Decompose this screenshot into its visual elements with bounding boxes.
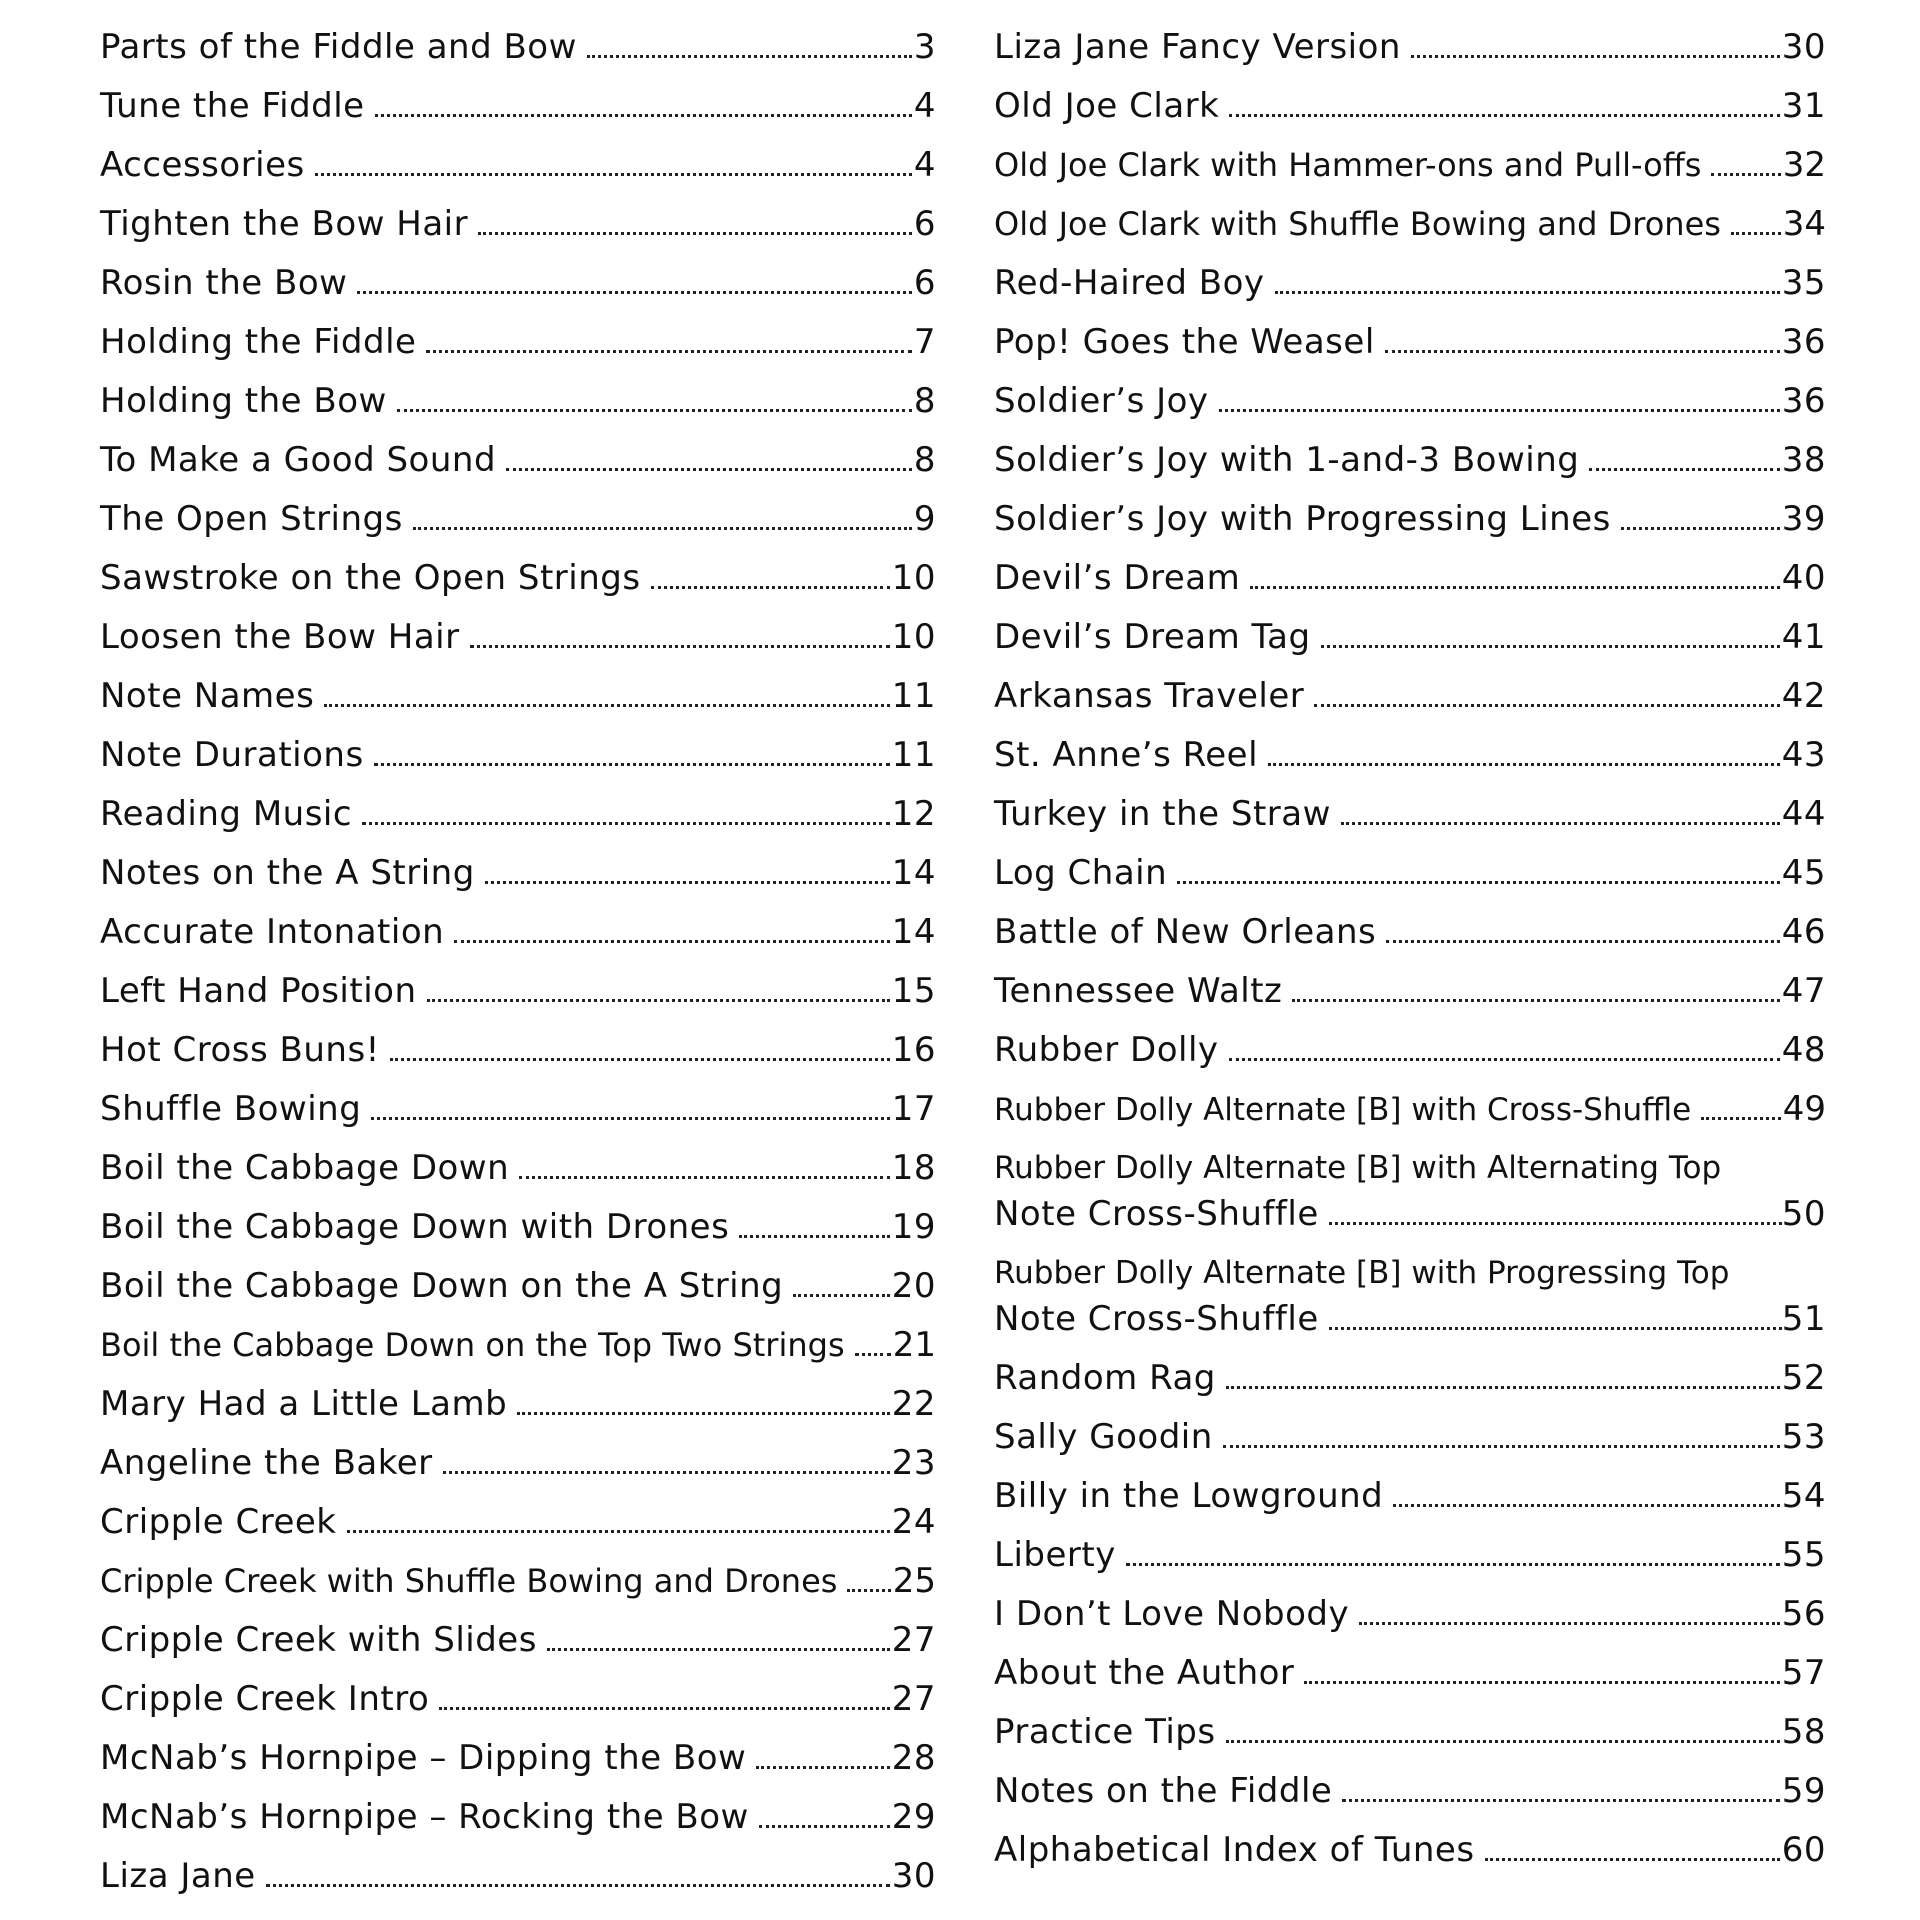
dot-leader — [1314, 704, 1779, 707]
dot-leader — [1304, 1681, 1779, 1684]
toc-entry-title: Note Names — [100, 676, 315, 716]
dot-leader — [1711, 173, 1780, 176]
toc-entry — [100, 667, 936, 726]
dot-leader — [587, 55, 912, 58]
toc-entry-page: 49 — [1782, 1089, 1826, 1129]
toc-entry-page: 4 — [913, 145, 936, 185]
dot-leader — [793, 1294, 889, 1297]
toc-entry-title: Pop! Goes the Weasel — [994, 322, 1375, 362]
dot-leader — [443, 1471, 890, 1474]
toc-entry-page: 30 — [891, 1856, 936, 1896]
toc-entry — [994, 1762, 1826, 1821]
toc-entry-page: 18 — [891, 1148, 936, 1188]
toc-entry — [100, 549, 936, 608]
toc-entry — [100, 18, 936, 77]
dot-leader — [375, 114, 912, 117]
dot-leader — [315, 173, 912, 176]
dot-leader — [1219, 409, 1780, 412]
toc-entry-title: Notes on the A String — [100, 853, 475, 893]
toc-entry-page: 16 — [891, 1030, 936, 1070]
toc-entry-title: Cripple Creek with Slides — [100, 1620, 537, 1660]
toc-entry-title: Tennessee Waltz — [994, 971, 1283, 1011]
toc-entry-page: 20 — [891, 1266, 936, 1306]
toc-entry-page: 3 — [913, 27, 936, 67]
toc-entry — [994, 1408, 1826, 1467]
toc-entry-title: Practice Tips — [994, 1712, 1216, 1752]
toc-entry-page: 42 — [1781, 676, 1826, 716]
toc-entry-page: 40 — [1781, 558, 1826, 598]
toc-entry-title: Reading Music — [100, 794, 353, 834]
toc-entry — [100, 1670, 936, 1729]
dot-leader — [470, 645, 890, 648]
toc-entry-page: 14 — [891, 853, 936, 893]
dot-leader — [1731, 232, 1781, 235]
toc-entry-title: McNab’s Hornpipe – Dipping the Bow — [100, 1738, 747, 1778]
dot-leader — [1359, 1622, 1780, 1625]
toc-entry — [100, 1729, 936, 1788]
toc-entry-title: Left Hand Position — [100, 971, 417, 1011]
toc-entry-title: Billy in the Lowground — [994, 1476, 1384, 1516]
toc-entry-title: Cripple Creek — [100, 1502, 337, 1542]
toc-entry-page: 45 — [1781, 853, 1826, 893]
toc-entry-page: 25 — [892, 1561, 936, 1601]
toc-entry — [100, 372, 936, 431]
toc-entry-page: 28 — [891, 1738, 936, 1778]
toc-entry-title-line1: Rubber Dolly Alternate [B] with Alternating Top — [994, 1150, 1722, 1186]
toc-entry-title: Boil the Cabbage Down — [100, 1148, 510, 1188]
dot-leader — [1589, 468, 1779, 471]
toc-entry-title: McNab’s Hornpipe – Rocking the Bow — [100, 1797, 749, 1837]
toc-entry-title: Notes on the Fiddle — [994, 1771, 1333, 1811]
toc-entry-page: 46 — [1781, 912, 1826, 952]
dot-leader — [517, 1412, 890, 1415]
toc-entry-page: 15 — [891, 971, 936, 1011]
dot-leader — [1226, 1740, 1780, 1743]
toc-entry-title: Tighten the Bow Hair — [100, 204, 469, 244]
toc-entry-title: St. Anne’s Reel — [994, 735, 1259, 775]
dot-leader — [485, 881, 890, 884]
toc-entry-title: Liza Jane — [100, 1856, 256, 1896]
dot-leader — [1342, 1799, 1779, 1802]
dot-leader — [1621, 527, 1780, 530]
toc-entry — [100, 1080, 936, 1139]
toc-entry-title: Turkey in the Straw — [994, 794, 1331, 834]
toc-entry-title: Battle of New Orleans — [994, 912, 1377, 952]
toc-entry-title: Log Chain — [994, 853, 1168, 893]
toc-entry-page: 21 — [892, 1325, 936, 1365]
toc-entry-title: Random Rag — [994, 1358, 1216, 1398]
toc-entry-page: 60 — [1781, 1830, 1826, 1870]
toc-entry-page: 8 — [913, 440, 936, 480]
toc-entry — [994, 1821, 1826, 1880]
toc-entry-title: Soldier’s Joy — [994, 381, 1209, 421]
toc-entry-page: 6 — [913, 263, 936, 303]
toc-entry — [994, 1526, 1826, 1585]
toc-entry-title: Sally Goodin — [994, 1417, 1213, 1457]
toc-entry-line2 — [994, 1296, 1826, 1342]
dot-leader — [1329, 1327, 1782, 1330]
toc-entry — [994, 1703, 1826, 1762]
toc-entry — [100, 431, 936, 490]
toc-entry — [994, 1585, 1826, 1644]
toc-entry-title: The Open Strings — [100, 499, 403, 539]
dot-leader — [347, 1530, 890, 1533]
toc-entry-title: Rosin the Bow — [100, 263, 348, 303]
dot-leader — [1329, 1222, 1782, 1225]
toc-entry-title: About the Author — [994, 1653, 1295, 1693]
toc-entry — [994, 1644, 1826, 1703]
toc-entry-title: Liza Jane Fancy Version — [994, 27, 1401, 67]
dot-leader — [756, 1766, 889, 1769]
dot-leader — [855, 1353, 891, 1356]
toc-entry-page: 38 — [1781, 440, 1826, 480]
dot-leader — [454, 940, 890, 943]
toc-entry — [100, 1847, 936, 1906]
toc-entry — [994, 195, 1826, 254]
toc-entry-page: 29 — [891, 1797, 936, 1837]
toc-left-column — [100, 18, 936, 1906]
toc-entry-title: Rubber Dolly — [994, 1030, 1219, 1070]
toc-entry — [100, 844, 936, 903]
toc-entry-page: 41 — [1781, 617, 1826, 657]
toc-entry-page: 30 — [1781, 27, 1826, 67]
dot-leader — [1485, 1858, 1780, 1861]
dot-leader — [1226, 1386, 1780, 1389]
toc-entry-title-line1: Rubber Dolly Alternate [B] with Progressing Top — [994, 1255, 1730, 1291]
toc-entry — [100, 490, 936, 549]
toc-entry-page: 53 — [1781, 1417, 1826, 1457]
toc-entry-title: Devil’s Dream — [994, 558, 1241, 598]
toc-entry-title: Note Durations — [100, 735, 364, 775]
toc-entry-page: 22 — [891, 1384, 936, 1424]
toc-entry-page: 43 — [1781, 735, 1826, 775]
toc-entry-page: 11 — [891, 735, 936, 775]
dot-leader — [1229, 1058, 1780, 1061]
toc-entry — [100, 1788, 936, 1847]
toc-entry-page: 56 — [1781, 1594, 1826, 1634]
dot-leader — [1393, 1504, 1779, 1507]
toc-entry-page: 9 — [913, 499, 936, 539]
toc-entry — [994, 77, 1826, 136]
dot-leader — [413, 527, 912, 530]
dot-leader — [439, 1707, 889, 1710]
toc-entry-title: Boil the Cabbage Down on the Top Two Strings — [100, 1326, 845, 1364]
toc-entry — [100, 608, 936, 667]
toc-entry — [994, 431, 1826, 490]
toc-entry-title: Sawstroke on the Open Strings — [100, 558, 641, 598]
toc-entry-page: 55 — [1781, 1535, 1826, 1575]
dot-leader — [759, 1825, 890, 1828]
toc-entry — [100, 785, 936, 844]
toc-entry — [100, 1375, 936, 1434]
toc-entry-title: Old Joe Clark with Hammer-ons and Pull-offs — [994, 146, 1702, 184]
toc-entry-title: Accessories — [100, 145, 305, 185]
toc-entry-page: 31 — [1781, 86, 1826, 126]
toc-entry-title-line2: Note Cross-Shuffle — [994, 1299, 1319, 1339]
toc-entry — [100, 313, 936, 372]
dot-leader — [547, 1648, 890, 1651]
toc-entry — [100, 1316, 936, 1375]
dot-leader — [1341, 822, 1780, 825]
toc-entry-title: Rubber Dolly Alternate [B] with Cross-Shuffle — [994, 1092, 1692, 1128]
toc-entry-page: 48 — [1781, 1030, 1826, 1070]
toc-entry-page: 4 — [913, 86, 936, 126]
toc-entry-page: 51 — [1781, 1299, 1826, 1339]
toc-entry-page: 14 — [891, 912, 936, 952]
toc-entry-page: 8 — [913, 381, 936, 421]
toc-entry-title: Cripple Creek with Shuffle Bowing and Drones — [100, 1562, 838, 1600]
toc-right-column — [994, 18, 1826, 1880]
toc-entry-title: Boil the Cabbage Down with Drones — [100, 1207, 730, 1247]
toc-entry-page: 54 — [1781, 1476, 1826, 1516]
toc-entry-title: Boil the Cabbage Down on the A String — [100, 1266, 784, 1306]
dot-leader — [266, 1884, 890, 1887]
toc-entry-page: 59 — [1781, 1771, 1826, 1811]
dot-leader — [1321, 645, 1780, 648]
toc-entry — [994, 372, 1826, 431]
toc-entry-page: 10 — [891, 558, 936, 598]
toc-entry-title: Angeline the Baker — [100, 1443, 433, 1483]
dot-leader — [371, 1117, 889, 1120]
dot-leader — [478, 232, 912, 235]
toc-entry-title: Hot Cross Buns! — [100, 1030, 380, 1070]
dot-leader — [739, 1235, 889, 1238]
toc-entry-page: 39 — [1781, 499, 1826, 539]
toc-entry — [994, 667, 1826, 726]
toc-entry-page: 23 — [891, 1443, 936, 1483]
toc-entry — [994, 1467, 1826, 1526]
dot-leader — [1229, 114, 1779, 117]
toc-entry — [994, 844, 1826, 903]
toc-entry-title: Red-Haired Boy — [994, 263, 1265, 303]
dot-leader — [374, 763, 890, 766]
toc-entry-two-line — [994, 1139, 1826, 1244]
toc-entry — [100, 1021, 936, 1080]
toc-entry — [100, 962, 936, 1021]
toc-entry — [100, 1493, 936, 1552]
toc-entry-title: Arkansas Traveler — [994, 676, 1305, 716]
toc-entry-title: Old Joe Clark with Shuffle Bowing and Drones — [994, 205, 1721, 243]
toc-entry — [100, 77, 936, 136]
dot-leader — [357, 291, 911, 294]
toc-entry-title: Soldier’s Joy with 1-and-3 Bowing — [994, 440, 1580, 480]
toc-entry-title: Mary Had a Little Lamb — [100, 1384, 508, 1424]
toc-entry — [994, 313, 1826, 372]
toc-entry — [994, 962, 1826, 1021]
toc-entry — [994, 1021, 1826, 1080]
dot-leader — [1411, 55, 1780, 58]
dot-leader — [427, 999, 890, 1002]
dot-leader — [1385, 350, 1780, 353]
toc-entry-title: Holding the Bow — [100, 381, 387, 421]
dot-leader — [1250, 586, 1780, 589]
toc-entry — [994, 549, 1826, 608]
dot-leader — [651, 586, 890, 589]
toc-entry — [100, 1611, 936, 1670]
toc-entry — [994, 254, 1826, 313]
toc-entry-page: 35 — [1781, 263, 1826, 303]
toc-entry — [994, 490, 1826, 549]
dot-leader — [362, 822, 890, 825]
toc-entry-title: I Don’t Love Nobody — [994, 1594, 1350, 1634]
toc-entry-title: Loosen the Bow Hair — [100, 617, 460, 657]
dot-leader — [519, 1176, 890, 1179]
toc-entry-page: 50 — [1781, 1194, 1826, 1234]
dot-leader — [426, 350, 911, 353]
dot-leader — [1292, 999, 1779, 1002]
toc-entry-line2 — [994, 1191, 1826, 1237]
toc-entry-page: 7 — [913, 322, 936, 362]
dot-leader — [1223, 1445, 1780, 1448]
toc-entry — [994, 726, 1826, 785]
toc-entry — [994, 785, 1826, 844]
toc-entry-page: 10 — [891, 617, 936, 657]
toc-entry — [100, 1552, 936, 1611]
toc-entry-page: 34 — [1782, 204, 1826, 244]
dot-leader — [847, 1589, 890, 1592]
toc-entry-page: 17 — [891, 1089, 936, 1129]
dot-leader — [1126, 1563, 1780, 1566]
dot-leader — [1275, 291, 1780, 294]
toc-entry-page: 57 — [1781, 1653, 1826, 1693]
dot-leader — [390, 1058, 890, 1061]
toc-entry-title: Accurate Intonation — [100, 912, 445, 952]
toc-entry-page: 47 — [1781, 971, 1826, 1011]
toc-entry-page: 52 — [1781, 1358, 1826, 1398]
toc-entry-two-line — [994, 1244, 1826, 1349]
dot-leader — [1386, 940, 1779, 943]
toc-entry — [100, 136, 936, 195]
toc-entry — [994, 1080, 1826, 1139]
dot-leader — [1268, 763, 1780, 766]
dot-leader — [1177, 881, 1780, 884]
toc-entry-page: 6 — [913, 204, 936, 244]
toc-entry-title: Tune the Fiddle — [100, 86, 365, 126]
toc-entry-page: 27 — [891, 1679, 936, 1719]
toc-entry — [100, 1434, 936, 1493]
toc-entry-title: Devil’s Dream Tag — [994, 617, 1311, 657]
dot-leader — [324, 704, 889, 707]
toc-entry — [100, 726, 936, 785]
toc-entry-page: 19 — [891, 1207, 936, 1247]
toc-entry — [100, 254, 936, 313]
toc-entry-title: Parts of the Fiddle and Bow — [100, 27, 577, 67]
toc-entry-title: Holding the Fiddle — [100, 322, 417, 362]
toc-entry-page: 32 — [1782, 145, 1826, 185]
toc-entry-title: To Make a Good Sound — [100, 440, 497, 480]
dot-leader — [397, 409, 912, 412]
toc-entry — [100, 1139, 936, 1198]
toc-entry — [100, 1198, 936, 1257]
toc-entry — [100, 195, 936, 254]
toc-entry-title: Liberty — [994, 1535, 1116, 1575]
toc-entry — [100, 1257, 936, 1316]
toc-entry-title: Shuffle Bowing — [100, 1089, 362, 1129]
toc-entry-page: 36 — [1781, 322, 1826, 362]
toc-entry-page: 24 — [891, 1502, 936, 1542]
toc-entry-page: 11 — [891, 676, 936, 716]
toc-entry-page: 58 — [1781, 1712, 1826, 1752]
toc-entry-page: 44 — [1781, 794, 1826, 834]
toc-entry-title: Soldier’s Joy with Progressing Lines — [994, 499, 1611, 539]
toc-entry — [994, 608, 1826, 667]
toc-entry-title: Old Joe Clark — [994, 86, 1220, 126]
toc-entry — [994, 903, 1826, 962]
toc-entry-title-line2: Note Cross-Shuffle — [994, 1194, 1319, 1234]
toc-entry-title: Cripple Creek Intro — [100, 1679, 430, 1719]
toc-entry — [994, 1349, 1826, 1408]
toc-entry — [994, 18, 1826, 77]
toc-entry-page: 36 — [1781, 381, 1826, 421]
dot-leader — [506, 468, 912, 471]
dot-leader — [1701, 1117, 1781, 1120]
toc-entry — [100, 903, 936, 962]
toc-entry-page: 12 — [891, 794, 936, 834]
toc-entry — [994, 136, 1826, 195]
toc-entry-page: 27 — [891, 1620, 936, 1660]
toc-entry-title: Alphabetical Index of Tunes — [994, 1830, 1475, 1870]
